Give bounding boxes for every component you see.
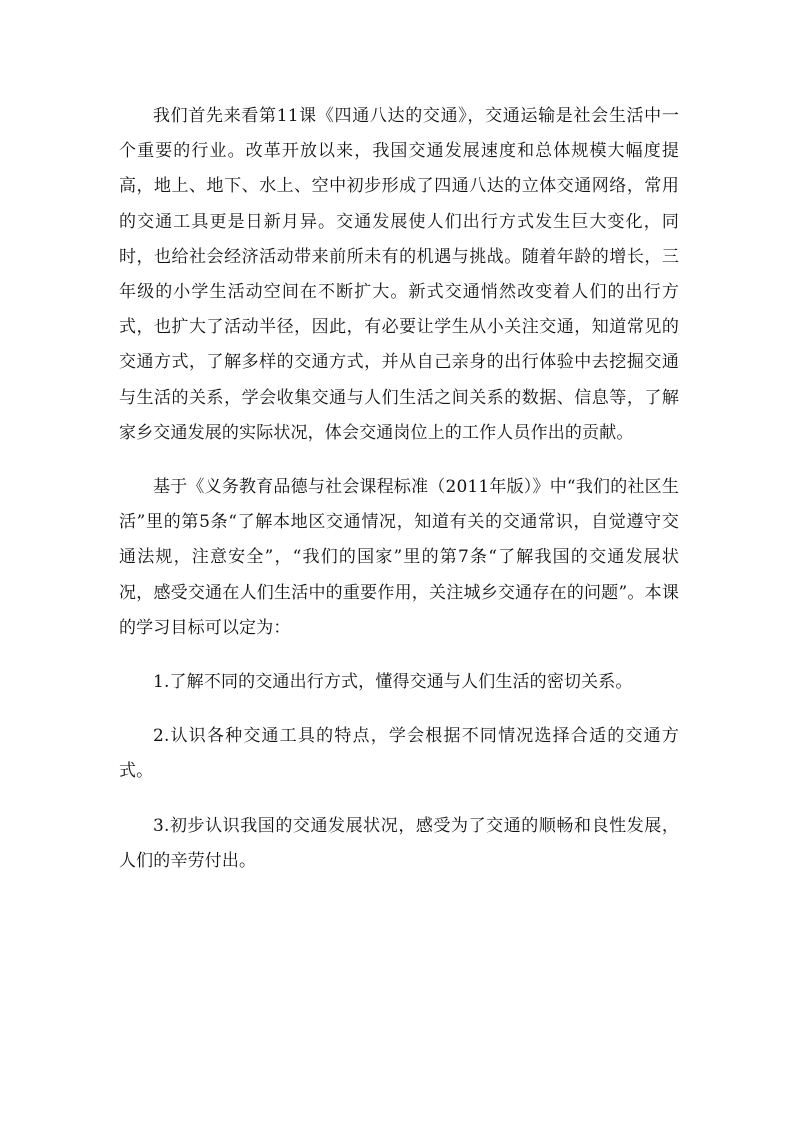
objective-1: 1.了解不同的交通出行方式，懂得交通与人们生活的密切关系。 <box>153 672 633 693</box>
objective-2: 2.认识各种交通工具的特点，学会根据不同情况选择合适的交通方式。 <box>119 726 679 782</box>
paragraph-gap <box>119 646 679 665</box>
paragraph-gap <box>119 700 679 719</box>
document-body <box>119 99 679 879</box>
paragraph-standard: 基于《义务教育品德与社会课程标准（2011年版）》中“我们的社区生活”里的第5条“了解本地区交通情况，知道有关的交通常识，自觉遵守交通法规，注意安全”，“我们的国家”里的第7条“了解我国的交通发展状况，感受交通在人们生活中的重要作用，关注城乡交通存在的问题”。本课的学习目标可以定为： <box>119 477 679 638</box>
objective-3: 3.初步认识我国的交通发展状况，感受为了交通的顺畅和良性发展，人们的辛劳付出。 <box>119 815 679 871</box>
paragraph-gap <box>119 790 679 809</box>
paragraph-intro: 我们首先来看第11课《四通八达的交通》，交通运输是社会生活中一个重要的行业。改革开放以来，我国交通发展速度和总体规模大幅度提高，地上、地下、水上、空中初步形成了四通八达的立体交通网络，常用的交通工具更是日新月异。交通发展使人们出行方式发生巨大变化，同时，也给社会经济活动带来前所未有的机遇与挑战。随着年龄的增长，三年级的小学生活动空间在不断扩大。新式交通悄然改变着人们的出行方式，也扩大了活动半径，因此，有必要让学生从小关注交通，知道常见的交通方式，了解多样的交通方式，并从自己亲身的出行体验中去挖掘交通与生活的关系，学会收集交通与人们生活之间关系的数据、信息等，了解家乡交通发展的实际状况，体会交通岗位上的工作人员作出的贡献。 <box>119 106 679 443</box>
paragraph-gap <box>119 451 679 470</box>
